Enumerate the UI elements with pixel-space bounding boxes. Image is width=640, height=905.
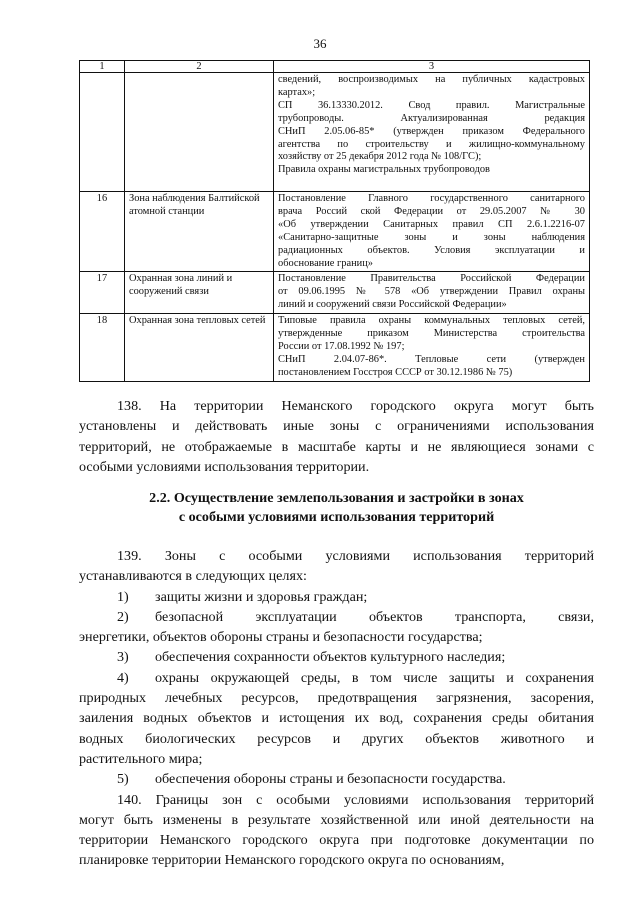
legal-basis-line: линий и сооружений связи Российской Федерации» <box>278 299 507 311</box>
legal-basis <box>274 73 590 192</box>
list-item-text: охраны окружающей среды, в том числе защиты и сохранения <box>155 669 594 686</box>
section-body <box>79 546 594 871</box>
table-row <box>80 272 590 314</box>
legal-basis-line: хозяйству от 25 декабря 2012 года № 108/ГС); <box>278 151 482 163</box>
legal-basis-line: СНиП 2.04.07-86*. Тепловые сети (утвержден <box>278 353 585 365</box>
paragraph-138 <box>79 396 594 477</box>
list-item-line: энергетики, объектов обороны страны и безопасности государства; <box>79 629 483 646</box>
zone-name <box>125 73 274 192</box>
legal-basis-line: утвержденные приказом Министерства строительства <box>278 328 585 340</box>
header-col-3: 3 <box>274 61 590 73</box>
list-item <box>79 769 594 789</box>
legal-basis <box>274 272 590 314</box>
list-item <box>79 668 594 769</box>
section-heading <box>79 489 594 527</box>
list-item <box>79 607 594 648</box>
p138-line: 138. На территории Неманского городского округа могут быть <box>117 398 594 414</box>
list-item-text: обеспечения обороны страны и безопасности государства. <box>155 771 506 788</box>
table-row <box>80 314 590 382</box>
list-item-number: 1) <box>117 588 129 605</box>
list-item-line: водных биологических ресурсов и других объектов животного и <box>79 730 594 747</box>
list-item-number: 5) <box>117 771 129 788</box>
table-header-row <box>80 61 590 73</box>
list-item-number: 4) <box>117 669 129 686</box>
p140-line: могут быть изменены в результате хозяйственной или иной деятельности на <box>79 811 594 828</box>
legal-basis-line: картах»; <box>278 86 316 98</box>
legal-basis-line: постановлением Госстроя СССР от 30.12.1986 № 75) <box>278 366 513 378</box>
legal-basis-line: Типовые правила охраны коммунальных тепловых сетей, <box>278 315 585 327</box>
list-item <box>79 587 594 607</box>
list-item-number: 2) <box>117 608 129 625</box>
section-heading-line: 2.2. Осуществление землепользования и застройки в зонах <box>149 490 524 506</box>
list-item-text: обеспечения сохранности объектов культурного наследия; <box>155 649 506 666</box>
header-col-1: 1 <box>80 61 125 73</box>
p138-line: территорий, не отображаемые в масштабе карты и не являющиеся зонами с <box>79 438 594 455</box>
header-col-2: 2 <box>125 61 274 73</box>
legal-basis-line: радиационных объектов. Условия эксплуатации и <box>278 244 585 256</box>
section-heading-line: с особыми условиями использования территорий <box>178 509 495 525</box>
list-item-line <box>79 587 594 607</box>
list-item-line: заиления водных объектов и истощения их вод, сохранения среды обитания <box>79 710 594 727</box>
list-item-line: растительного мира; <box>79 750 203 767</box>
list-item-line <box>79 769 594 789</box>
legal-basis-line: Постановление Главного государственного санитарного <box>278 193 585 204</box>
p139-line: устанавливаются в следующих целях: <box>79 568 307 585</box>
legal-basis-line: сведений, воспроизводимых на публичных кадастровых <box>278 74 585 85</box>
legal-basis-line: врача Россий ской Федерации от 29.05.2007 № 30 <box>278 205 585 217</box>
legal-basis-line: Правила охраны магистральных трубопроводов <box>278 164 490 176</box>
legal-basis-line: обоснование границ» <box>278 257 373 269</box>
regulation-table <box>79 60 590 382</box>
list-item-line <box>79 647 594 667</box>
legal-basis-line: СНиП 2.05.06-85* (утвержден приказом Федерального <box>278 125 585 137</box>
list-item-line: природных лечебных ресурсов, предотвращения загрязнения, засорения, <box>79 690 594 707</box>
list-item-text: безопасной эксплуатации объектов транспорта, связи, <box>155 608 594 625</box>
list-item-text: защиты жизни и здоровья граждан; <box>155 588 368 605</box>
zone-name: Зона наблюдения Балтийской атомной станции <box>125 192 274 272</box>
zone-name: Охранная зона линий и сооружений связи <box>125 272 274 314</box>
row-number <box>80 73 125 192</box>
legal-basis-line: от 09.06.1995 № 578 «Об утверждении Правил охраны <box>278 286 585 298</box>
legal-basis-line: СП 36.13330.2012. Свод правил. Магистральные <box>278 99 585 111</box>
legal-basis-line: агентства по строительству и жилищно-коммунальному <box>278 138 585 150</box>
p140-line: 140. Границы зон с особыми условиями использования территорий <box>117 791 594 808</box>
zone-name: Охранная зона тепловых сетей <box>125 314 274 382</box>
list-item-line <box>79 668 594 688</box>
list-item-line <box>79 607 594 627</box>
p139-line: 139. Зоны с особыми условиями использования территорий <box>117 548 594 564</box>
legal-basis-line: «Санитарно-защитные зоны и зоны наблюдения <box>278 231 585 243</box>
row-number: 17 <box>80 272 125 314</box>
row-number: 16 <box>80 192 125 272</box>
list-item <box>79 647 594 667</box>
p140-line: планировке территории Неманского городского округа по основаниям, <box>79 852 505 869</box>
legal-basis-line: Постановление Правительства Российской Федерации <box>278 273 585 285</box>
p138-line: особыми условиями использования территории. <box>79 458 370 475</box>
list-item-number: 3) <box>117 649 129 666</box>
legal-basis-line: «Об утверждении Санитарных правил СП 2.6.1.2216-07 <box>278 218 585 230</box>
table-row <box>80 73 590 192</box>
legal-basis <box>274 314 590 382</box>
legal-basis <box>274 192 590 272</box>
p138-line: установлены и действовать иные зоны с ограничениями использования <box>79 418 594 435</box>
page-number: 36 <box>313 36 327 51</box>
p140-line: территории Неманского городского округа при подготовке документации по <box>79 832 594 849</box>
table-row <box>80 192 590 272</box>
legal-basis-line: трубопроводы. Актуализированная редакция <box>278 112 585 124</box>
legal-basis-line: России от 17.08.1992 № 197; <box>278 340 405 352</box>
row-number: 18 <box>80 314 125 382</box>
